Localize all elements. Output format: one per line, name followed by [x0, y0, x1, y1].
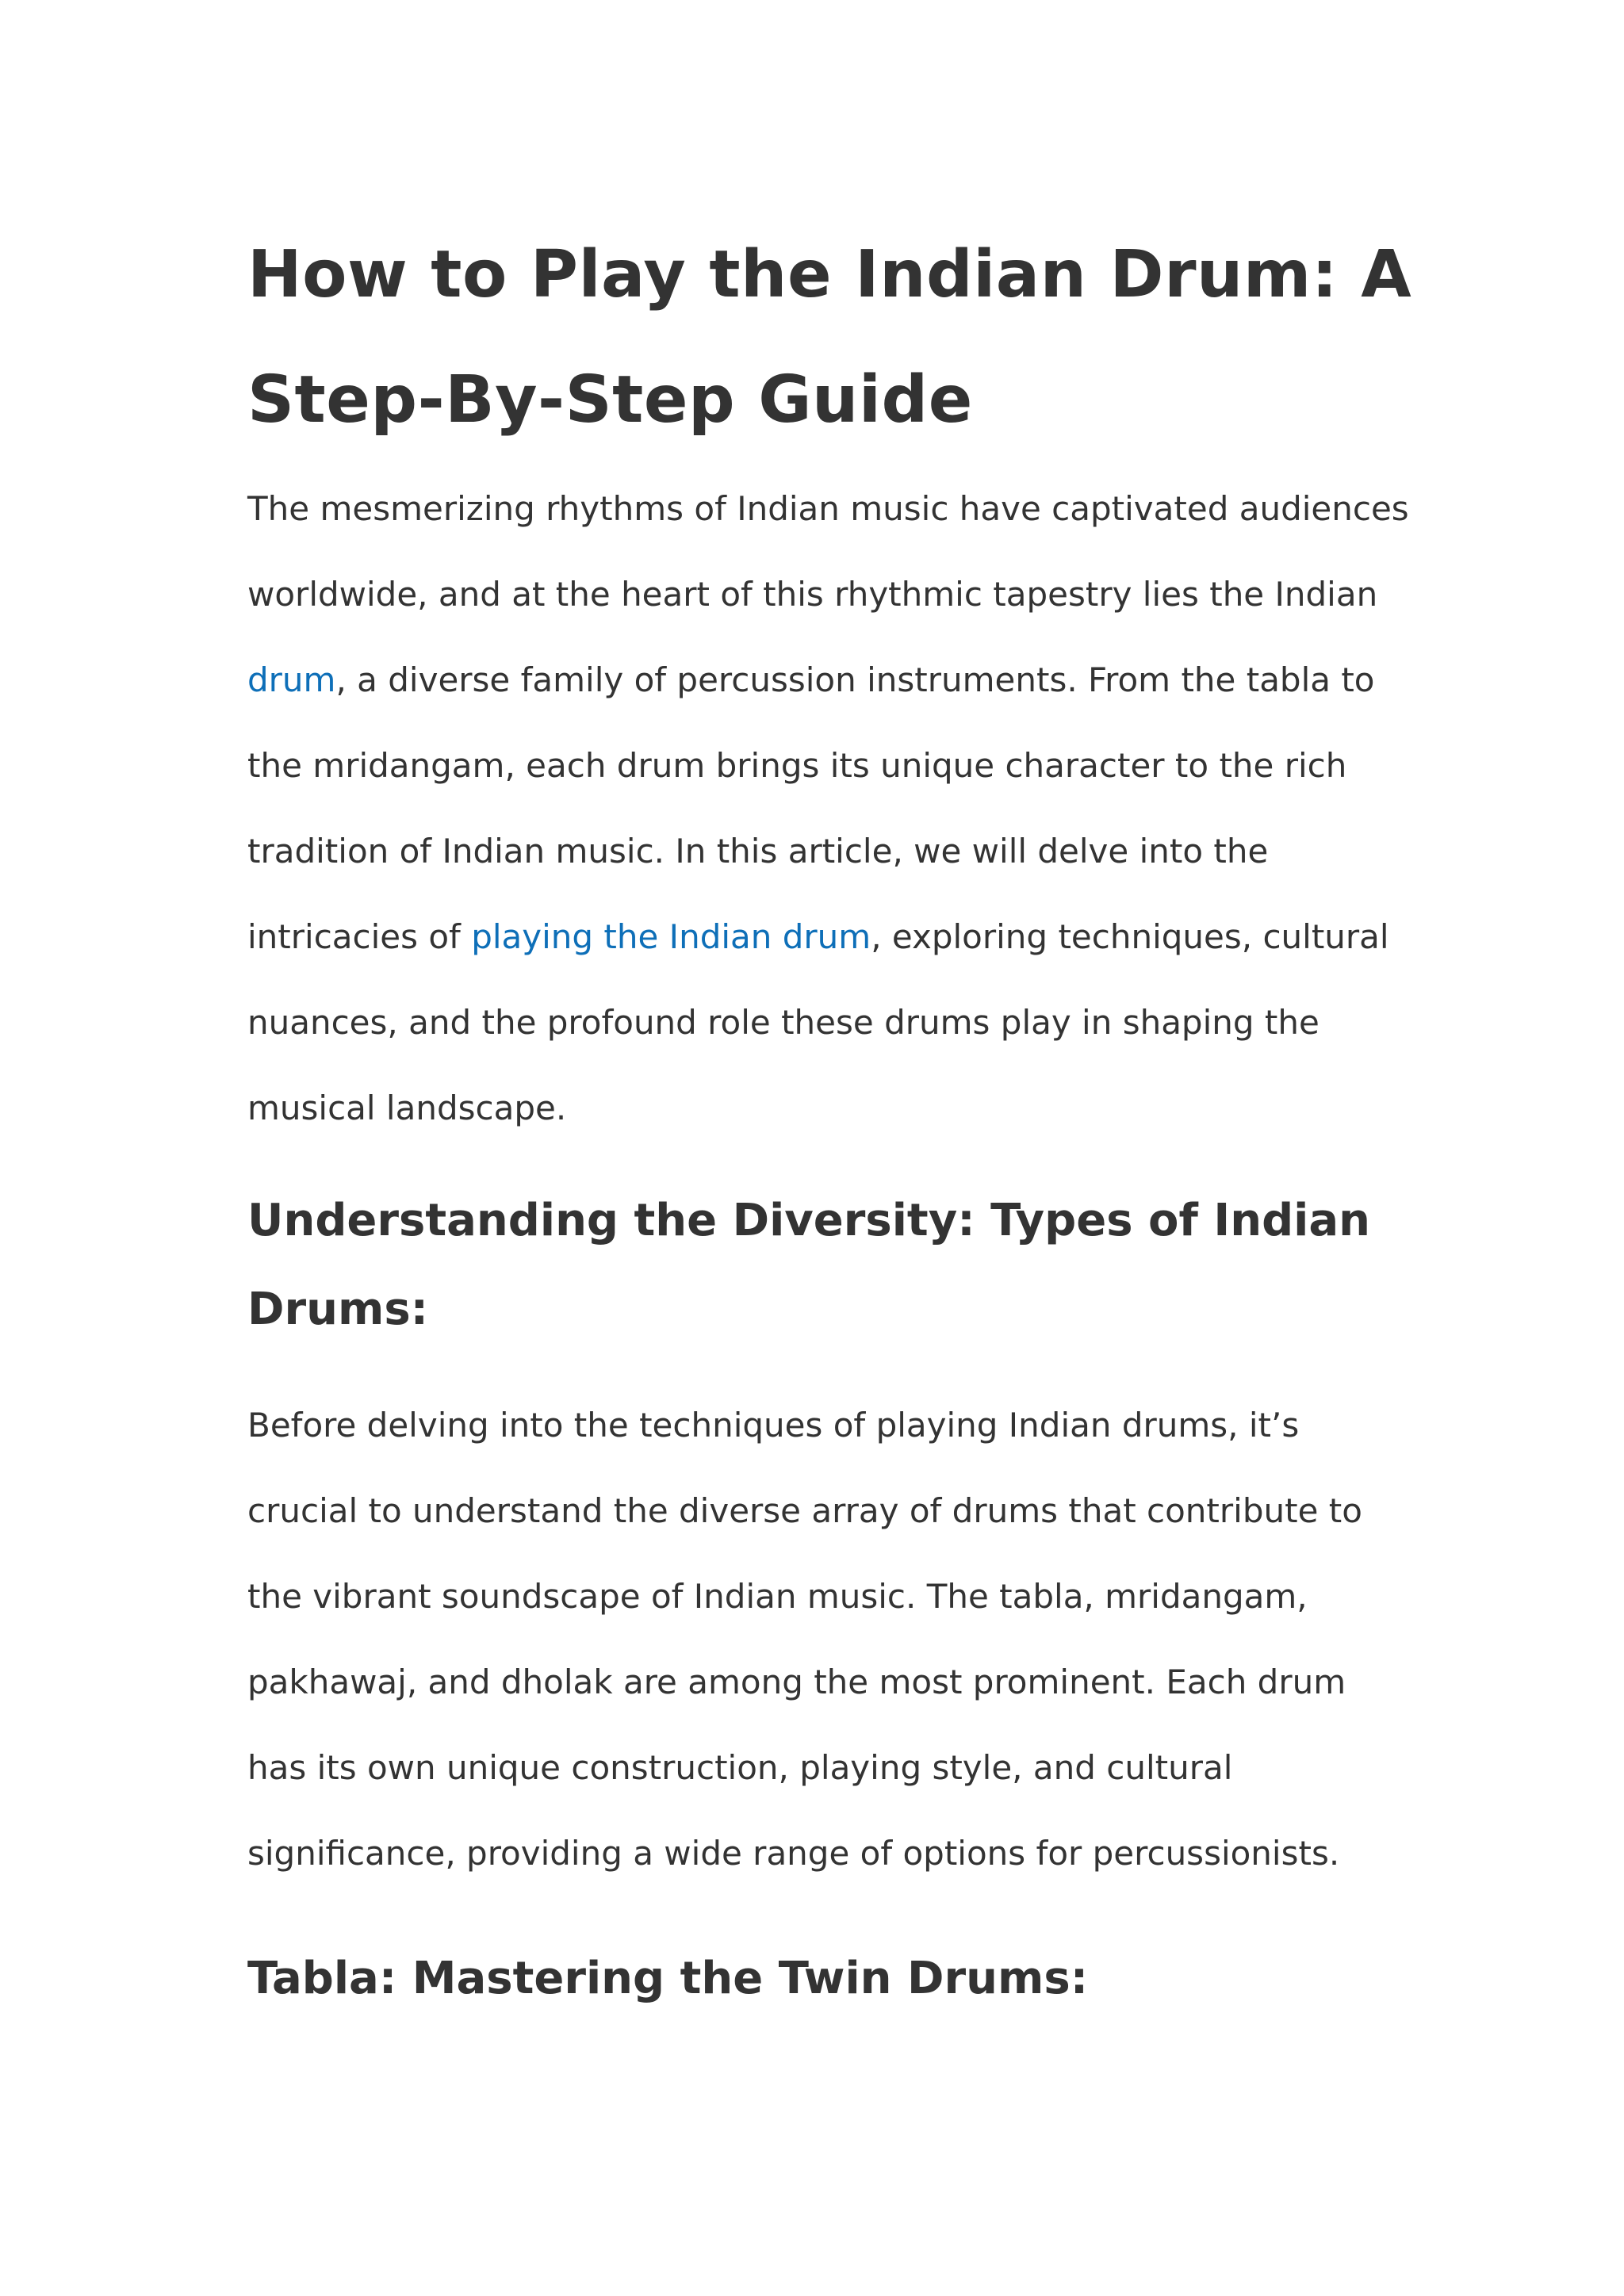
- intro-text-middle: , a diverse family of percussion instruments. From the tabla to the mridangam, each drum brings its unique character to the rich tradition of Indian music. In this article, we will delve into the intricacies of: [247, 660, 1375, 956]
- intro-text-start: The mesmerizing rhythms of Indian music have captivated audiences worldwide, and at the heart of this rhythmic tapestry lies the Indian: [247, 489, 1409, 614]
- playing-indian-drum-link[interactable]: playing the Indian drum: [471, 917, 871, 956]
- tabla-heading: Tabla: Mastering the Twin Drums:: [247, 1953, 1089, 2004]
- diversity-paragraph: Before delving into the techniques of playing Indian drums, it’s crucial to understand the diverse array of drums that contribute to the vibrant soundscape of Indian music. The tabla, mridangam, pakhawaj, and dholak are among the most prominent. Each drum has its own unique construction, playing style, and cultural significance, providing a wide range of options for percussionists.: [247, 1406, 1362, 1873]
- intro-text-end: , exploring techniques, cultural nuances, and the profound role these drums play in shaping the musical landscape.: [247, 917, 1389, 1127]
- diversity-heading: Understanding the Diversity: Types of Indian Drums:: [247, 1195, 1371, 1335]
- intro-paragraph: [247, 466, 1413, 1151]
- article: [247, 212, 1413, 2023]
- drum-link[interactable]: drum: [247, 660, 336, 699]
- page-title: How to Play the Indian Drum: A Step-By-Step Guide: [247, 237, 1412, 438]
